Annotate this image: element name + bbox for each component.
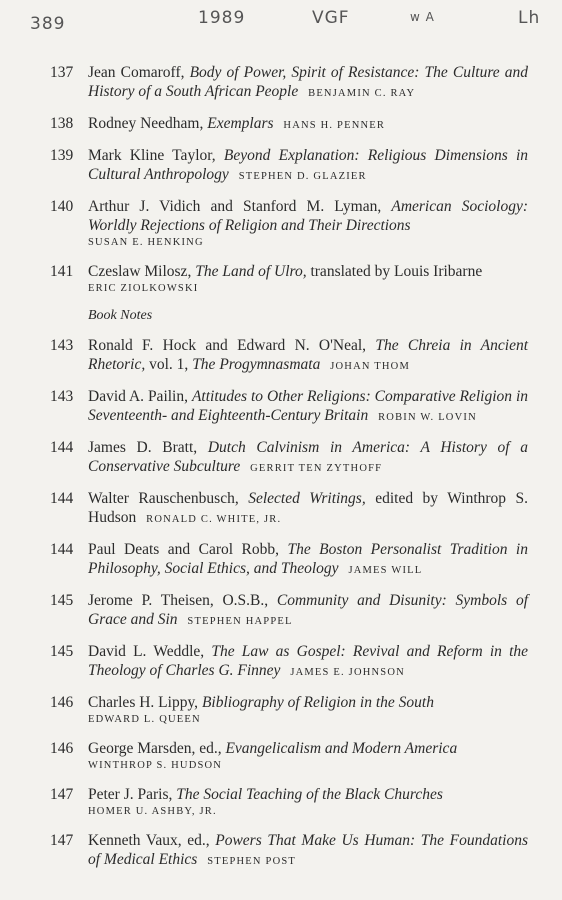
list-item xyxy=(50,831,528,871)
reviewer-name: GERRIT TEN ZYTHOFF xyxy=(250,463,383,474)
book-title: The Chreia in Ancient Rhetoric, xyxy=(88,337,529,373)
page-number: 138 xyxy=(50,115,74,132)
book-title: Community and Disunity: Symbols of Grace and Sin xyxy=(88,592,529,628)
reviewer-name: WINTHROP S. HUDSON xyxy=(88,760,223,771)
list-item xyxy=(50,739,528,774)
entry-text xyxy=(88,336,528,376)
reviewer-name: STEPHEN POST xyxy=(207,856,297,867)
entry-text xyxy=(88,197,528,251)
reviewer-name: HOMER U. ASHBY, JR. xyxy=(88,806,217,817)
reviewer-name: ERIC ZIOLKOWSKI xyxy=(88,283,199,294)
author: David L. Weddle, xyxy=(88,643,205,660)
entry-text xyxy=(88,114,528,135)
author: Arthur J. Vidich and Stanford M. Lyman, xyxy=(88,198,382,215)
author: Mark Kline Taylor, xyxy=(88,147,216,164)
author: Kenneth Vaux, ed., xyxy=(88,832,210,849)
page-number: 147 xyxy=(50,832,74,849)
list-item xyxy=(50,785,528,820)
reviewer-name: STEPHEN D. GLAZIER xyxy=(238,171,367,182)
entry-text xyxy=(88,540,528,580)
book-title: The Social Teaching of the Black Churches xyxy=(176,786,443,803)
book-title: Bibliography of Religion in the South xyxy=(201,694,434,711)
list-item xyxy=(50,336,528,376)
reviewer-name: RONALD C. WHITE, JR. xyxy=(146,514,282,525)
page-number: 144 xyxy=(50,541,74,558)
list-item xyxy=(50,693,528,728)
author: Ronald F. Hock and Edward N. O'Neal, xyxy=(88,337,367,354)
entry-text xyxy=(88,831,528,871)
book-extra: translated by Louis Iribarne xyxy=(310,263,483,280)
entry-text xyxy=(88,146,528,186)
entry-text xyxy=(88,642,528,682)
list-item xyxy=(50,146,528,186)
list-item xyxy=(50,387,528,427)
page-number: 146 xyxy=(50,740,74,757)
book-title: Dutch Calvinism in America: A History of a Conservative Subculture xyxy=(88,439,528,475)
book-title: The Land of Ulro, xyxy=(195,263,307,280)
entry-text xyxy=(88,63,528,103)
handwritten-note-2: 1989 xyxy=(198,8,246,28)
book-title: Exemplars xyxy=(207,115,274,132)
author: David A. Pailin, xyxy=(88,388,188,405)
reviewer-name: STEPHEN HAPPEL xyxy=(187,616,293,627)
author: Walter Rauschenbusch, xyxy=(88,490,239,507)
page-number: 140 xyxy=(50,198,74,215)
page-number: 144 xyxy=(50,490,74,507)
page-number: 147 xyxy=(50,786,74,803)
page-number: 141 xyxy=(50,263,74,280)
page-number: 143 xyxy=(50,388,74,405)
entry-text xyxy=(88,438,528,478)
author: Charles H. Lippy, xyxy=(88,694,199,711)
reviewer-name: SUSAN E. HENKING xyxy=(88,237,204,248)
author: George Marsden, ed., xyxy=(88,740,222,757)
list-item xyxy=(50,591,528,631)
book-title: The Boston Personalist Tradition in Philosophy, Social Ethics, and Theology xyxy=(88,541,528,577)
list-item xyxy=(50,197,528,251)
author: Jean Comaroff, xyxy=(88,64,185,81)
list-item xyxy=(50,114,528,135)
entry-text xyxy=(88,591,528,631)
book-title: Powers That Make Us Human: The Foundations of Medical Ethics xyxy=(88,832,529,868)
reviewer-name: JAMES WILL xyxy=(348,565,423,576)
book-extra: vol. 1, xyxy=(149,356,189,373)
book-subtitle: The Progymnasmata xyxy=(192,356,321,373)
page-number: 137 xyxy=(50,64,74,81)
author: James D. Bratt, xyxy=(88,439,198,456)
book-title: Evangelicalism and Modern America xyxy=(225,740,458,757)
reviewer-name: EDWARD L. QUEEN xyxy=(88,714,201,725)
page-number: 144 xyxy=(50,439,74,456)
page-number: 139 xyxy=(50,147,74,164)
author: Rodney Needham, xyxy=(88,115,204,132)
list-item xyxy=(50,63,528,103)
entry-text xyxy=(88,387,528,427)
list-item xyxy=(50,438,528,478)
page-number: 143 xyxy=(50,337,74,354)
book-title: Body of Power, Spirit of Resistance: The Culture and History of a South African People xyxy=(88,64,528,100)
list-item xyxy=(50,540,528,580)
list-item xyxy=(50,489,528,529)
handwritten-note-5: Lh xyxy=(518,8,541,28)
reviewer-name: BENJAMIN C. RAY xyxy=(308,88,416,99)
page-number: 145 xyxy=(50,592,74,609)
list-item xyxy=(50,642,528,682)
reviewer-name: ROBIN W. LOVIN xyxy=(378,412,477,423)
reviewer-name: JAMES E. JOHNSON xyxy=(290,667,405,678)
handwritten-note-3: VGF xyxy=(312,8,350,28)
review-list xyxy=(50,63,528,882)
entry-text xyxy=(88,785,528,820)
entry-text xyxy=(88,489,528,529)
author: Czeslaw Milosz, xyxy=(88,263,192,280)
book-title: American Sociology: Worldly Rejections of Religion and Their Directions xyxy=(88,198,529,234)
page-number: 146 xyxy=(50,694,74,711)
handwritten-note-4: w A xyxy=(410,10,435,24)
entry-text xyxy=(88,262,528,297)
section-label: Book Notes xyxy=(88,308,153,323)
reviewer-name: JOHAN THOM xyxy=(330,361,410,372)
entry-text xyxy=(88,693,528,728)
page-number: 145 xyxy=(50,643,74,660)
book-title: Beyond Explanation: Religious Dimensions in Cultural Anthropology xyxy=(88,147,529,183)
author: Jerome P. Theisen, O.S.B., xyxy=(88,592,269,609)
handwritten-note-1: 389 xyxy=(30,14,66,34)
book-title: Selected Writings, xyxy=(248,490,366,507)
entry-text xyxy=(88,739,528,774)
author: Peter J. Paris, xyxy=(88,786,173,803)
book-extra: edited by Winthrop S. Hudson xyxy=(88,490,529,526)
book-title: The Law as Gospel: Revival and Reform in the Theology of Charles G. Finney xyxy=(88,643,528,679)
list-item xyxy=(50,262,528,297)
book-title: Attitudes to Other Religions: Comparative Religion in Seventeenth- and Eighteenth-Century Britain xyxy=(88,388,529,424)
reviewer-name: HANS H. PENNER xyxy=(283,120,386,131)
author: Paul Deats and Carol Robb, xyxy=(88,541,279,558)
